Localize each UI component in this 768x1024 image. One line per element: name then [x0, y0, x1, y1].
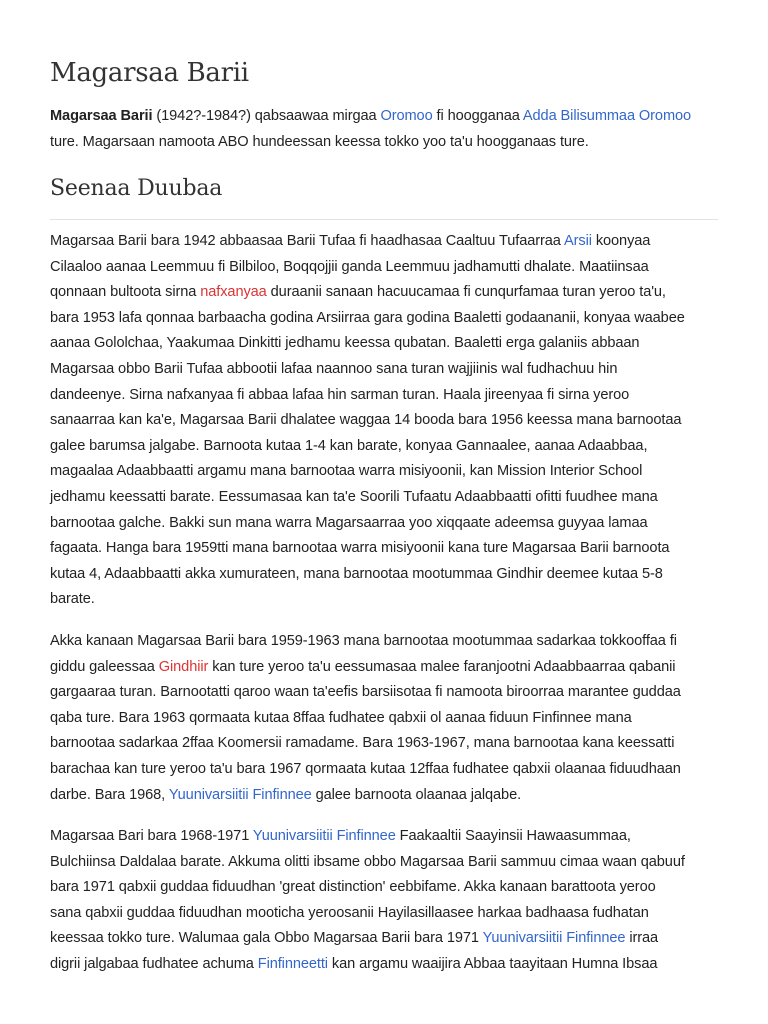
- intro-paragraph: [50, 104, 730, 155]
- text-line: dandeenye. Sirna nafxanyaa fi abbaa lafaa hin sarman turan. Haala jireenyaa fi sirna yeroo: [50, 386, 630, 403]
- link-nafxanyaa[interactable]: nafxanyaa: [200, 284, 267, 301]
- paragraph-3: [50, 824, 730, 978]
- text-line: [50, 824, 730, 850]
- text-line: jedhamu keessatti barate. Eessumasaa kan ta'e Soorili Tufaatu Adaabbaatti ofitti fuudhee mana: [50, 488, 658, 505]
- text-span: Magarsaa Bari bara 1968-1971: [50, 828, 253, 844]
- link-arsii[interactable]: Arsii: [563, 233, 592, 249]
- text-span: koonyaa: [591, 233, 651, 249]
- text-span: digrii jalgabaa fudhatee achuma: [50, 955, 258, 972]
- text-line: [50, 926, 730, 952]
- text-line: barate.: [50, 591, 95, 608]
- text-line: [50, 952, 730, 978]
- text-span: fi hoogganaa: [432, 108, 523, 124]
- text-line: bara 1971 qabxii guddaa fiduudhan 'great distinction' eebbifame. Akka kanaan barattoota yeroo: [50, 879, 656, 896]
- text-line: bara 1953 lafa qonnaa barbaacha godina Arsiirraa gara godina Baaletti godaananii, konyaa waabee: [50, 309, 685, 326]
- text-span: duraanii sanaan hacuucamaa fi cunqurfamaa turan yeroo ta'u,: [266, 284, 666, 301]
- text-line: qaba ture. Bara 1963 qormaata kutaa 8ffaa fudhatee qabxii ol aanaa fiduun Finfinnee mana: [50, 709, 632, 726]
- text-line: [50, 280, 730, 306]
- text-line: magaalaa Adaabbaatti argamu mana barnootaa warra misiyoonii, kan Mission Interior School: [50, 463, 643, 480]
- text-line: sanaarraa kan ka'e, Magarsaa Barii dhalatee waggaa 14 booda bara 1956 keessa mana barnootaa: [50, 412, 682, 429]
- text-span: galee barnoota olaanaa jalqabe.: [311, 786, 522, 803]
- link-oromoo[interactable]: Oromoo: [380, 108, 433, 124]
- page-title: Magarsaa Barii: [50, 58, 249, 88]
- text-line: galee barumsa jalgabe. Barnoota kutaa 1-4 kan barate, konyaa Gannaalee, aanaa Adaabbaa,: [50, 437, 648, 454]
- subject-name: Magarsaa Barii: [50, 108, 153, 124]
- text-line: kutaa 4, Adaabbaatti akka xumurateen, mana barnootaa mootummaa Gindhir deemee kutaa 5-8: [50, 565, 663, 582]
- text-line: [50, 229, 730, 255]
- section-divider: [50, 219, 718, 220]
- text-span: qonnaan bultoota sirna: [50, 284, 201, 301]
- text-line: barachaa kan ture yeroo ta'u bara 1967 qormaata kutaa 12ffaa fudhatee qabxii olaanaa fiduudhaan: [50, 760, 681, 777]
- text-span: keessaa tokko ture. Walumaa gala Obbo Magarsaa Barii bara 1971: [50, 930, 483, 947]
- link-yuunivarsiitii-finfinnee[interactable]: Yuunivarsiitii Finfinnee: [168, 786, 312, 803]
- text-line: [50, 655, 730, 681]
- section-heading: Seenaa Duubaa: [50, 176, 223, 201]
- text-line: ture. Magarsaan namoota ABO hundeessan keessa tokko yoo ta'u hoogganaas ture.: [50, 133, 589, 150]
- text-line: Akka kanaan Magarsaa Barii bara 1959-1963 mana barnootaa mootummaa sadarkaa tokkooffaa fi: [50, 633, 677, 649]
- text-line: sana qabxii guddaa fiduudhan mooticha yeroosanii Hayilasillaasee harkaa badhaasa fudhatan: [50, 904, 649, 921]
- text-line: Magarsaa obbo Barii Tufaa abbootii lafaa naannoo sana turan wajjiinis wal fudhachuu hin: [50, 360, 618, 377]
- text-line: fagaata. Hanga bara 1959tti mana barnootaa warra misiyoonii kana ture Magarsaa Barii barnoota: [50, 540, 670, 557]
- text-line: [50, 104, 730, 130]
- link-finfinneetti[interactable]: Finfinneetti: [257, 955, 328, 972]
- link-yuunivarsiitii-finfinnee[interactable]: Yuunivarsiitii Finfinnee: [252, 828, 396, 844]
- text-span: (1942?-1984?) qabsaawaa mirgaa: [152, 108, 381, 124]
- text-span: Faakaaltii Saayinsii Hawaasummaa,: [395, 828, 631, 844]
- text-span: kan ture yeroo ta'u eessumasaa malee faranjootni Adaabbaarraa qabanii: [208, 658, 676, 675]
- text-line: aanaa Gololchaa, Yaakumaa Dinkitti jedhamu keessa qubatan. Baaletti erga galaniis abbaan: [50, 335, 640, 352]
- link-gindhiir[interactable]: Gindhiir: [158, 658, 209, 675]
- text-line: Bulchiinsa Daldalaa barate. Akkuma olitti ibsame obbo Magarsaa Barii sammuu cimaa waan qabuuf: [50, 853, 685, 870]
- text-span: Magarsaa Barii bara 1942 abbaasaa Barii Tufaa fi haadhasaa Caaltuu Tufaarraa: [50, 233, 564, 249]
- text-span: giddu galeessaa: [50, 658, 159, 675]
- paragraph-1: [50, 229, 730, 613]
- text-line: gargaaraa turan. Barnootatti qaroo waan ta'eefis barsiisotaa fi namoota biroorraa marantee guddaa: [50, 684, 681, 701]
- link-yuunivarsiitii-finfinnee[interactable]: Yuunivarsiitii Finfinnee: [482, 930, 626, 947]
- text-line: [50, 783, 730, 809]
- paragraph-2: [50, 629, 730, 808]
- text-line: Cilaaloo aanaa Leemmuu fi Bilbiloo, Boqqojjii ganda Leemmuu jadhamutti dhalate. Maatiinsaa: [50, 258, 649, 275]
- text-span: darbe. Bara 1968,: [50, 786, 169, 803]
- link-adda-bilisummaa-oromoo[interactable]: Adda Bilisummaa Oromoo: [522, 108, 692, 124]
- text-line: barnootaa galche. Bakki sun mana warra Magarsaarraa yoo xiqqaate adeemsa guyyaa lamaa: [50, 514, 648, 531]
- text-span: irraa: [625, 930, 659, 947]
- text-line: barnootaa sadarkaa 2ffaa Koomersii ramadame. Bara 1963-1967, mana barnootaa kana keessatti: [50, 735, 675, 752]
- text-span: kan argamu waaijira Abbaa taayitaan Humna Ibsaa: [327, 955, 658, 972]
